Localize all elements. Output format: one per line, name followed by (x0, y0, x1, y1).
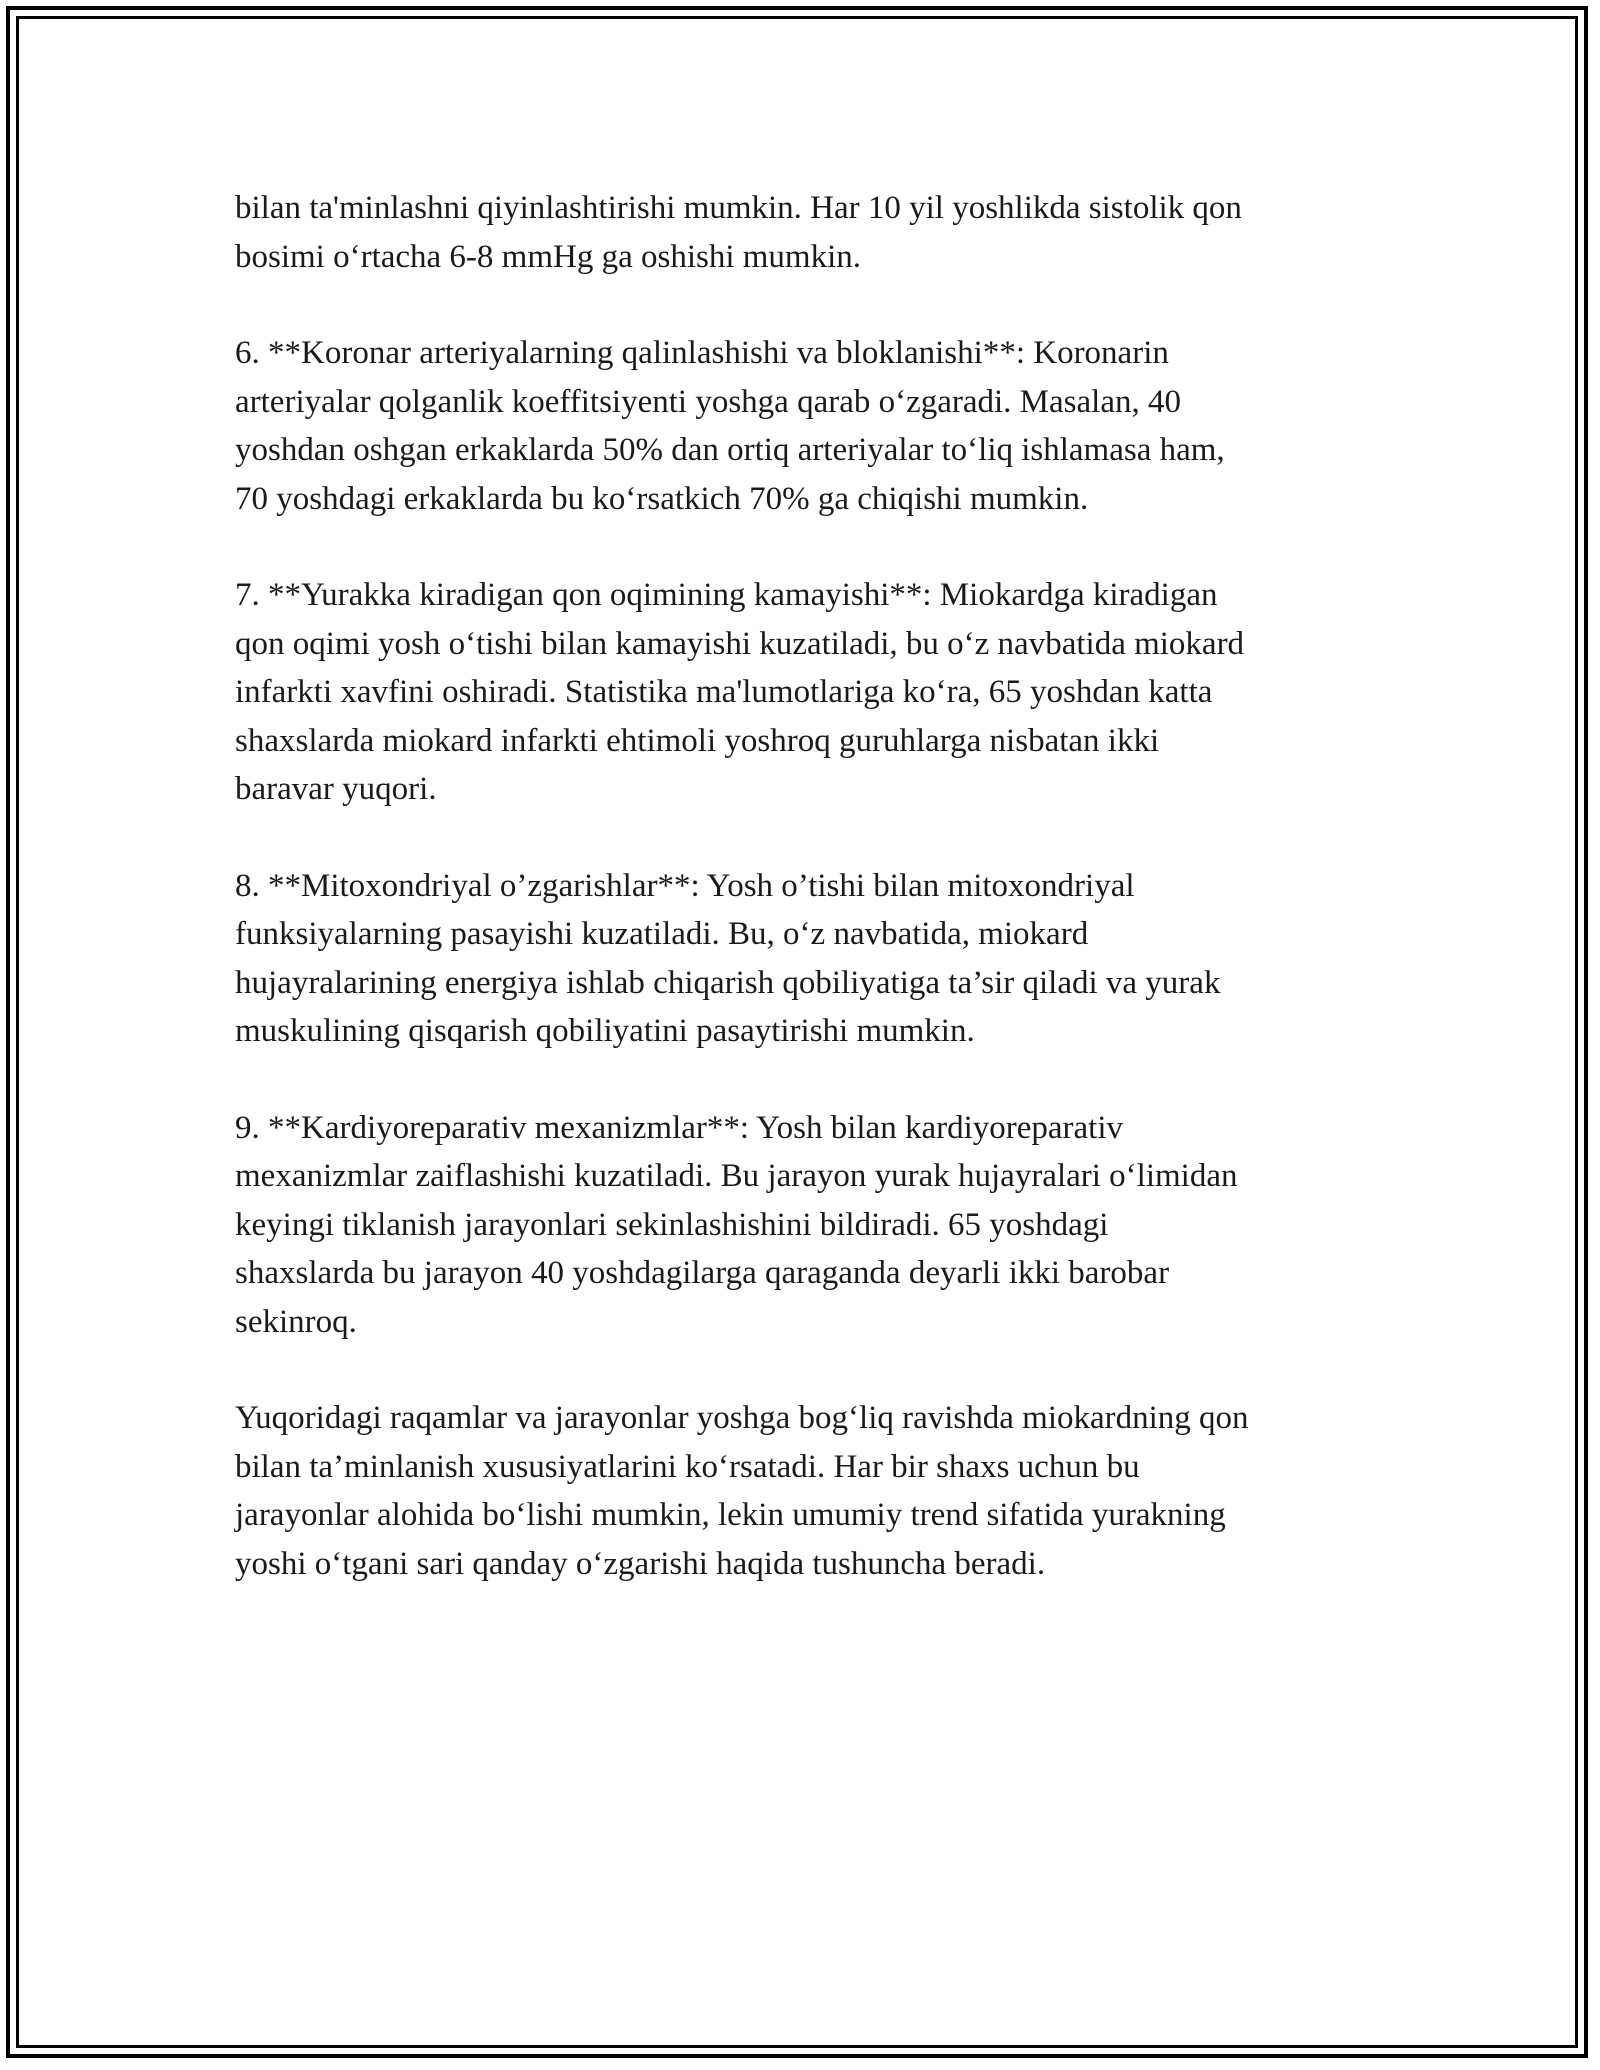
paragraph-item-7: 7. **Yurakka kiradigan qon oqimining kamayishi**: Miokardga kiradigan qon oqimi yosh o‘tishi bilan kamayishi kuzatiladi, bu o‘z navbatida miokard infarkti xavfini oshiradi. Statistika ma'lumotlariga ko‘ra, 65 yoshdan katta shaxslarda miokard infarkti ehtimoli yoshroq guruhlarga nisbatan ikki baravar yuqori. (235, 577, 1245, 807)
document-body (235, 184, 1385, 1636)
paragraph-conclusion: Yuqoridagi raqamlar va jarayonlar yoshga bog‘liq ravishda miokardning qon bilan ta’minlanish xususiyatlarini ko‘rsatadi. Har bir shaxs uchun bu jarayonlar alohida bo‘lishi mumkin, lekin umumiy trend sifatida yurakning yoshi o‘tgani sari qanday o‘zgarishi haqida tushuncha beradi. (235, 1400, 1249, 1582)
paragraph-continuation: bilan ta'minlashni qiyinlashtirishi mumkin. Har 10 yil yoshlikda sistolik qon bosimi o‘rtacha 6-8 mmHg ga oshishi mumkin. (235, 190, 1242, 275)
paragraph-item-6: 6. **Koronar arteriyalarning qalinlashishi va bloklanishi**: Koronarin arteriyalar qolganlik koeffitsiyenti yoshga qarab o‘zgaradi. Masalan, 40 yoshdan oshgan erkaklarda 50% dan ortiq arteriyalar to‘liq ishlamasa ham, 70 yoshdagi erkaklarda bu ko‘rsatkich 70% ga chiqishi mumkin. (235, 335, 1225, 517)
paragraph-item-9: 9. **Kardiyoreparativ mexanizmlar**: Yosh bilan kardiyoreparativ mexanizmlar zaiflashishi kuzatiladi. Bu jarayon yurak hujayralari o‘limidan keyingi tiklanish jarayonlari sekinlashishini bildiradi. 65 yoshdagi shaxslarda bu jarayon 40 yoshdagilarga qaraganda deyarli ikki barobar sekinroq. (235, 1109, 1238, 1340)
paragraph-item-8: 8. **Mitoxondriyal o’zgarishlar**: Yosh o’tishi bilan mitoxondriyal funksiyalarning pasayishi kuzatiladi. Bu, o‘z navbatida, miokard hujayralarining energiya ishlab chiqarish qobiliyatiga ta’sir qiladi va yurak muskulining qisqarish qobiliyatini pasaytirishi mumkin. (235, 867, 1221, 1049)
